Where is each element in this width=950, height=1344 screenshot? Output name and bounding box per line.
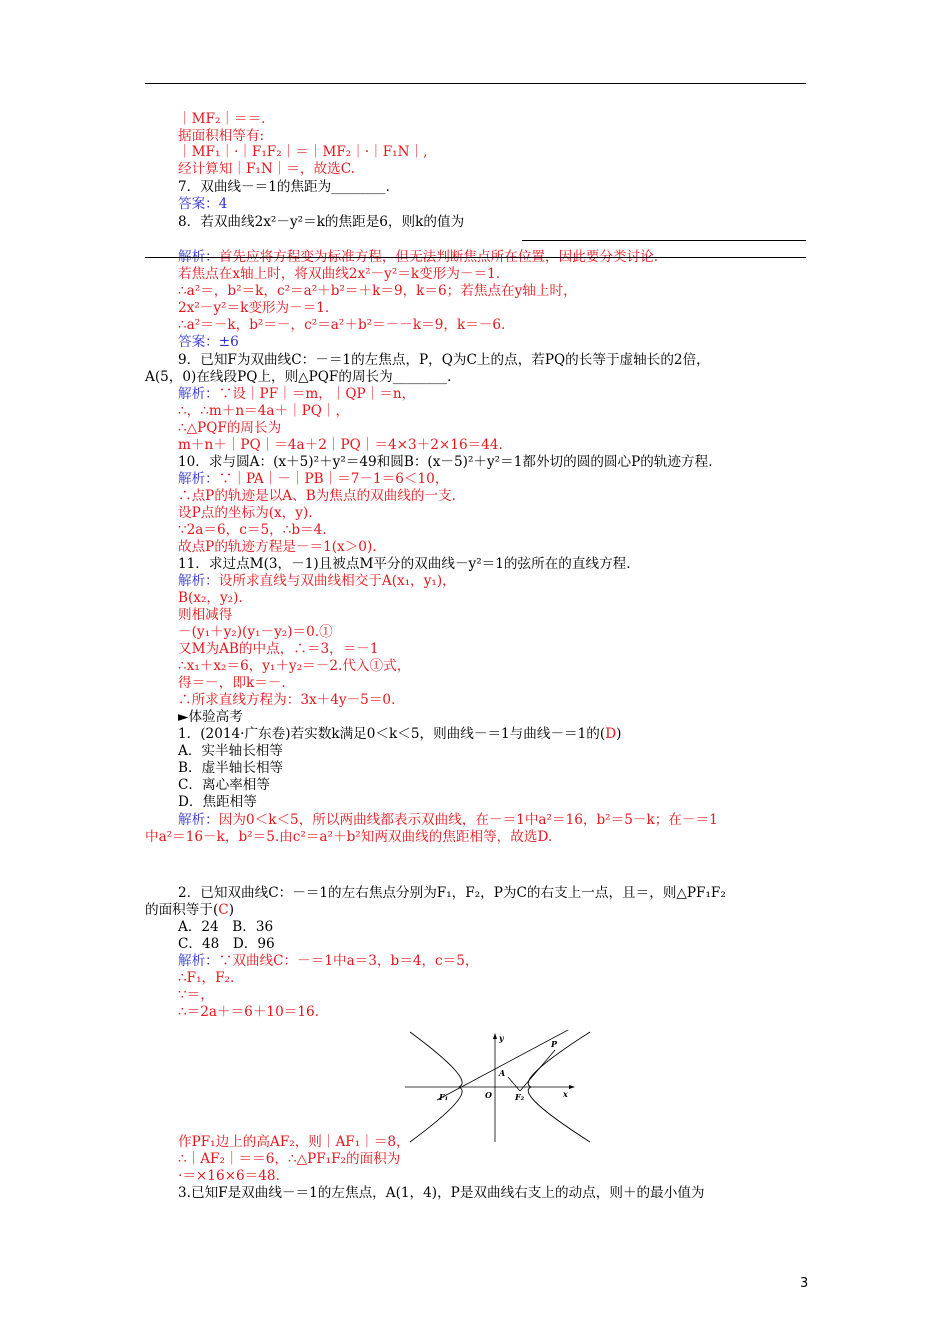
- solution-label: 答案：: [178, 334, 219, 350]
- label-p: P: [551, 1039, 558, 1049]
- text-line: [178, 334, 239, 350]
- line-text: ∵｜PA｜－｜PB｜＝7－1＝6＜10，: [218, 471, 449, 487]
- text-line: [178, 539, 377, 555]
- line-text: ∴｜AF₂｜＝＝6，∴△PF₁F₂的面积为: [178, 1151, 401, 1167]
- line-text: 1．(2014·广东卷)若实数k满足0＜k＜5，则曲线－＝1与曲线－＝1的: [178, 726, 600, 742]
- line-text: 11．求过点M(3，－1)且被点M平分的双曲线－y²＝1的弦所在的直线方程.: [178, 556, 631, 572]
- label-a: A: [499, 1068, 506, 1078]
- line-text: 故点P的轨迹方程是－＝1(x＞0).: [178, 539, 377, 555]
- line-text: 则相减得: [178, 607, 233, 623]
- text-line: [178, 726, 621, 742]
- line-text: 若焦点在x轴上时，将双曲线2x²－y²＝k变形为－＝1.: [178, 266, 501, 282]
- text-line: [145, 369, 461, 385]
- line-text: ∴△PQF的周长为: [178, 420, 282, 436]
- line-text: A(5，0)在线段PQ上，则△PQF的周长为________．: [145, 369, 461, 385]
- text-line: [178, 179, 399, 195]
- line-text: ∴＝2a＋＝6＋10＝16.: [178, 1004, 319, 1020]
- text-line: [178, 743, 283, 759]
- label-f2: F₂: [515, 1092, 525, 1102]
- line-text: 10．求与圆A：(x＋5)²＋y²＝49和圆B：(x－5)²＋y²＝1都外切的圆的圆心P的轨迹方程.: [178, 454, 713, 470]
- text-line: [178, 283, 577, 299]
- solution-label: 解析：: [178, 812, 219, 828]
- line-text: ∵设｜PF｜＝m，｜QP｜＝n，: [218, 386, 416, 402]
- line-text: 据面积相等有:: [178, 128, 265, 144]
- line-text: 9．已知F为双曲线C：－＝1的左焦点，P，Q为C上的点，若PQ的长等于虚轴长的2倍，: [178, 352, 710, 368]
- text-line: [178, 386, 415, 402]
- text-line: [178, 522, 327, 538]
- line-text: 7．双曲线－＝1的焦距为________．: [178, 179, 400, 195]
- text-line: [178, 161, 355, 177]
- line-text: ∵双曲线C：－＝1中a＝3，b＝4，c＝5，: [218, 953, 479, 969]
- line-text: 中a²＝16－k，b²＝5.由c²＝a²＋b²知两双曲线的焦距相等，故选D.: [145, 829, 553, 845]
- text-line: [178, 471, 448, 487]
- label-y: y: [499, 1033, 504, 1043]
- text-line: [178, 1151, 400, 1167]
- line-text: 的面积等于: [145, 902, 213, 918]
- text-line: [178, 709, 243, 725]
- text-line: [145, 902, 234, 918]
- text-line: [178, 403, 349, 419]
- header-rule: [145, 83, 806, 84]
- page-number: 3: [800, 1276, 809, 1291]
- solution-label: 解析：: [178, 249, 219, 265]
- segment-p-f2: [520, 1050, 555, 1091]
- text-line: [178, 573, 456, 589]
- text-line: [178, 987, 214, 1003]
- text-line: [178, 692, 395, 708]
- text-line: [178, 777, 270, 793]
- solution-label: 解析：: [178, 953, 219, 969]
- line-text: m＋n＋｜PQ｜＝4a＋2｜PQ｜＝4×3＋2×16＝44.: [178, 437, 503, 453]
- line-text: D．焦距相等: [178, 794, 257, 810]
- line-text: 设P点的坐标为(x，y).: [178, 505, 313, 521]
- line-text: 设所求直线与双曲线相交于A(x₁，y₁)，: [218, 573, 456, 589]
- line-text: 因为0＜k＜5，所以两曲线都表示双曲线，在－＝1中a²＝16，b²＝5－k；在－＝1: [218, 812, 718, 828]
- answer-choice: (D): [599, 726, 622, 742]
- line-text: ∵＝，: [178, 987, 214, 1003]
- line-text: ∴，∴m＋n＝4a＋｜PQ｜，: [178, 403, 350, 419]
- hyperbola-figure: [405, 1030, 590, 1144]
- text-line: [178, 556, 631, 572]
- line-text: 首先应将方程变为标准方程，但无法判断焦点所在位置，因此要分类讨论.: [218, 249, 659, 265]
- line-text: A．24 B．36: [178, 919, 274, 935]
- text-line: [178, 812, 718, 828]
- line-text: 2．已知双曲线C：－＝1的左右焦点分别为F₁，F₂，P为C的右支上一点，且＝，则△PF₁F₂: [178, 885, 726, 901]
- line-text: A．实半轴长相等: [178, 743, 283, 759]
- text-line: [178, 128, 264, 144]
- text-line: [178, 317, 505, 333]
- text-line: [178, 936, 275, 952]
- line-text: 答案：4: [178, 196, 228, 212]
- text-line: [178, 970, 234, 986]
- line-text: 得＝－，即k＝－.: [178, 675, 286, 691]
- solution-label: 解析：: [178, 471, 219, 487]
- solution-label: 解析：: [178, 386, 219, 402]
- line-text: 又M为AB的中点，∴＝3，＝－1: [178, 641, 379, 657]
- text-line: [178, 919, 273, 935]
- line-text: ∴点P的轨迹是以A、B为焦点的双曲线的一支.: [178, 488, 456, 504]
- text-line: [178, 437, 503, 453]
- text-line: [178, 488, 456, 504]
- line-text: 8．若双曲线2x²－y²＝k的焦距是6，则k的值为: [178, 214, 465, 230]
- answer-choice: (C): [212, 902, 234, 918]
- text-line: [178, 760, 283, 776]
- text-line: [178, 144, 427, 160]
- text-line: [178, 454, 713, 470]
- text-line: [178, 794, 257, 810]
- text-line: [178, 505, 313, 521]
- line-text: 3.已知F是双曲线－＝1的左焦点，A(1，4)，P是双曲线右支上的动点，则＋的最小值为: [178, 1185, 705, 1201]
- text-line: [178, 1185, 705, 1201]
- line-text: ∴F₁，F₂.: [178, 970, 235, 986]
- label-f1: F₁: [439, 1092, 449, 1102]
- line-text: ｜MF₂｜＝＝.: [178, 111, 266, 127]
- line-text: C．离心率相等: [178, 777, 270, 793]
- text-line: [178, 675, 286, 691]
- line-text: ·＝×16×6＝48.: [178, 1168, 280, 1184]
- line-text: ｜MF₁｜·｜F₁F₂｜＝｜MF₂｜·｜F₁N｜,: [178, 144, 428, 160]
- line-text: ∴a²＝，b²＝k，c²＝a²＋b²＝＋k＝9，k＝6；若焦点在y轴上时，: [178, 283, 577, 299]
- line-text: 经计算知｜F₁N｜＝，故选C.: [178, 161, 355, 177]
- line-text: 2x²－y²＝k变形为－＝1.: [178, 300, 330, 316]
- text-line: [178, 1134, 410, 1150]
- label-x: x: [563, 1089, 568, 1099]
- line-text: ∴所求直线方程为：3x＋4y－5＝0.: [178, 692, 396, 708]
- text-line: [178, 111, 266, 127]
- text-line: [178, 953, 479, 969]
- text-line: [178, 266, 500, 282]
- text-line: [178, 1168, 280, 1184]
- text-line: [178, 607, 232, 623]
- text-line: [178, 624, 333, 640]
- text-line: [178, 1004, 319, 1020]
- line-text: 作PF₁边上的高AF₂，则｜AF₁｜＝8，: [178, 1134, 410, 1150]
- text-line: [145, 829, 552, 845]
- line-f1-p: [437, 1030, 583, 1100]
- segment-a-f2: [508, 1077, 520, 1091]
- answer-blank-q8: [522, 228, 806, 241]
- solution-label: 解析：: [178, 573, 219, 589]
- line-text: C．48 D．96: [178, 936, 275, 952]
- text-line: [178, 420, 281, 436]
- line-text: ∴x₁＋x₂＝6，y₁＋y₂＝－2.代入①式，: [178, 658, 411, 674]
- line-text: ±6: [218, 334, 239, 350]
- text-line: [178, 658, 410, 674]
- line-text: B．虚半轴长相等: [178, 760, 284, 776]
- line-text: ►体验高考: [178, 709, 243, 725]
- text-line: [178, 590, 243, 606]
- line-text: B(x₂，y₂).: [178, 590, 243, 606]
- line-text: ∵2a＝6，c＝5，∴b＝4.: [178, 522, 327, 538]
- line-text: ∴a²＝－k，b²＝－，c²＝a²＋b²＝－－k＝9，k＝－6.: [178, 317, 506, 333]
- text-line: [178, 300, 329, 316]
- text-line: [178, 214, 464, 230]
- text-line: [178, 641, 379, 657]
- text-line: [178, 196, 227, 212]
- text-line: [178, 352, 710, 368]
- answer-blank-q8-cont: [145, 245, 806, 258]
- label-o: O: [485, 1090, 492, 1100]
- line-text: －(y₁＋y₂)(y₁－y₂)＝0.①: [178, 624, 333, 640]
- text-line: [178, 885, 726, 901]
